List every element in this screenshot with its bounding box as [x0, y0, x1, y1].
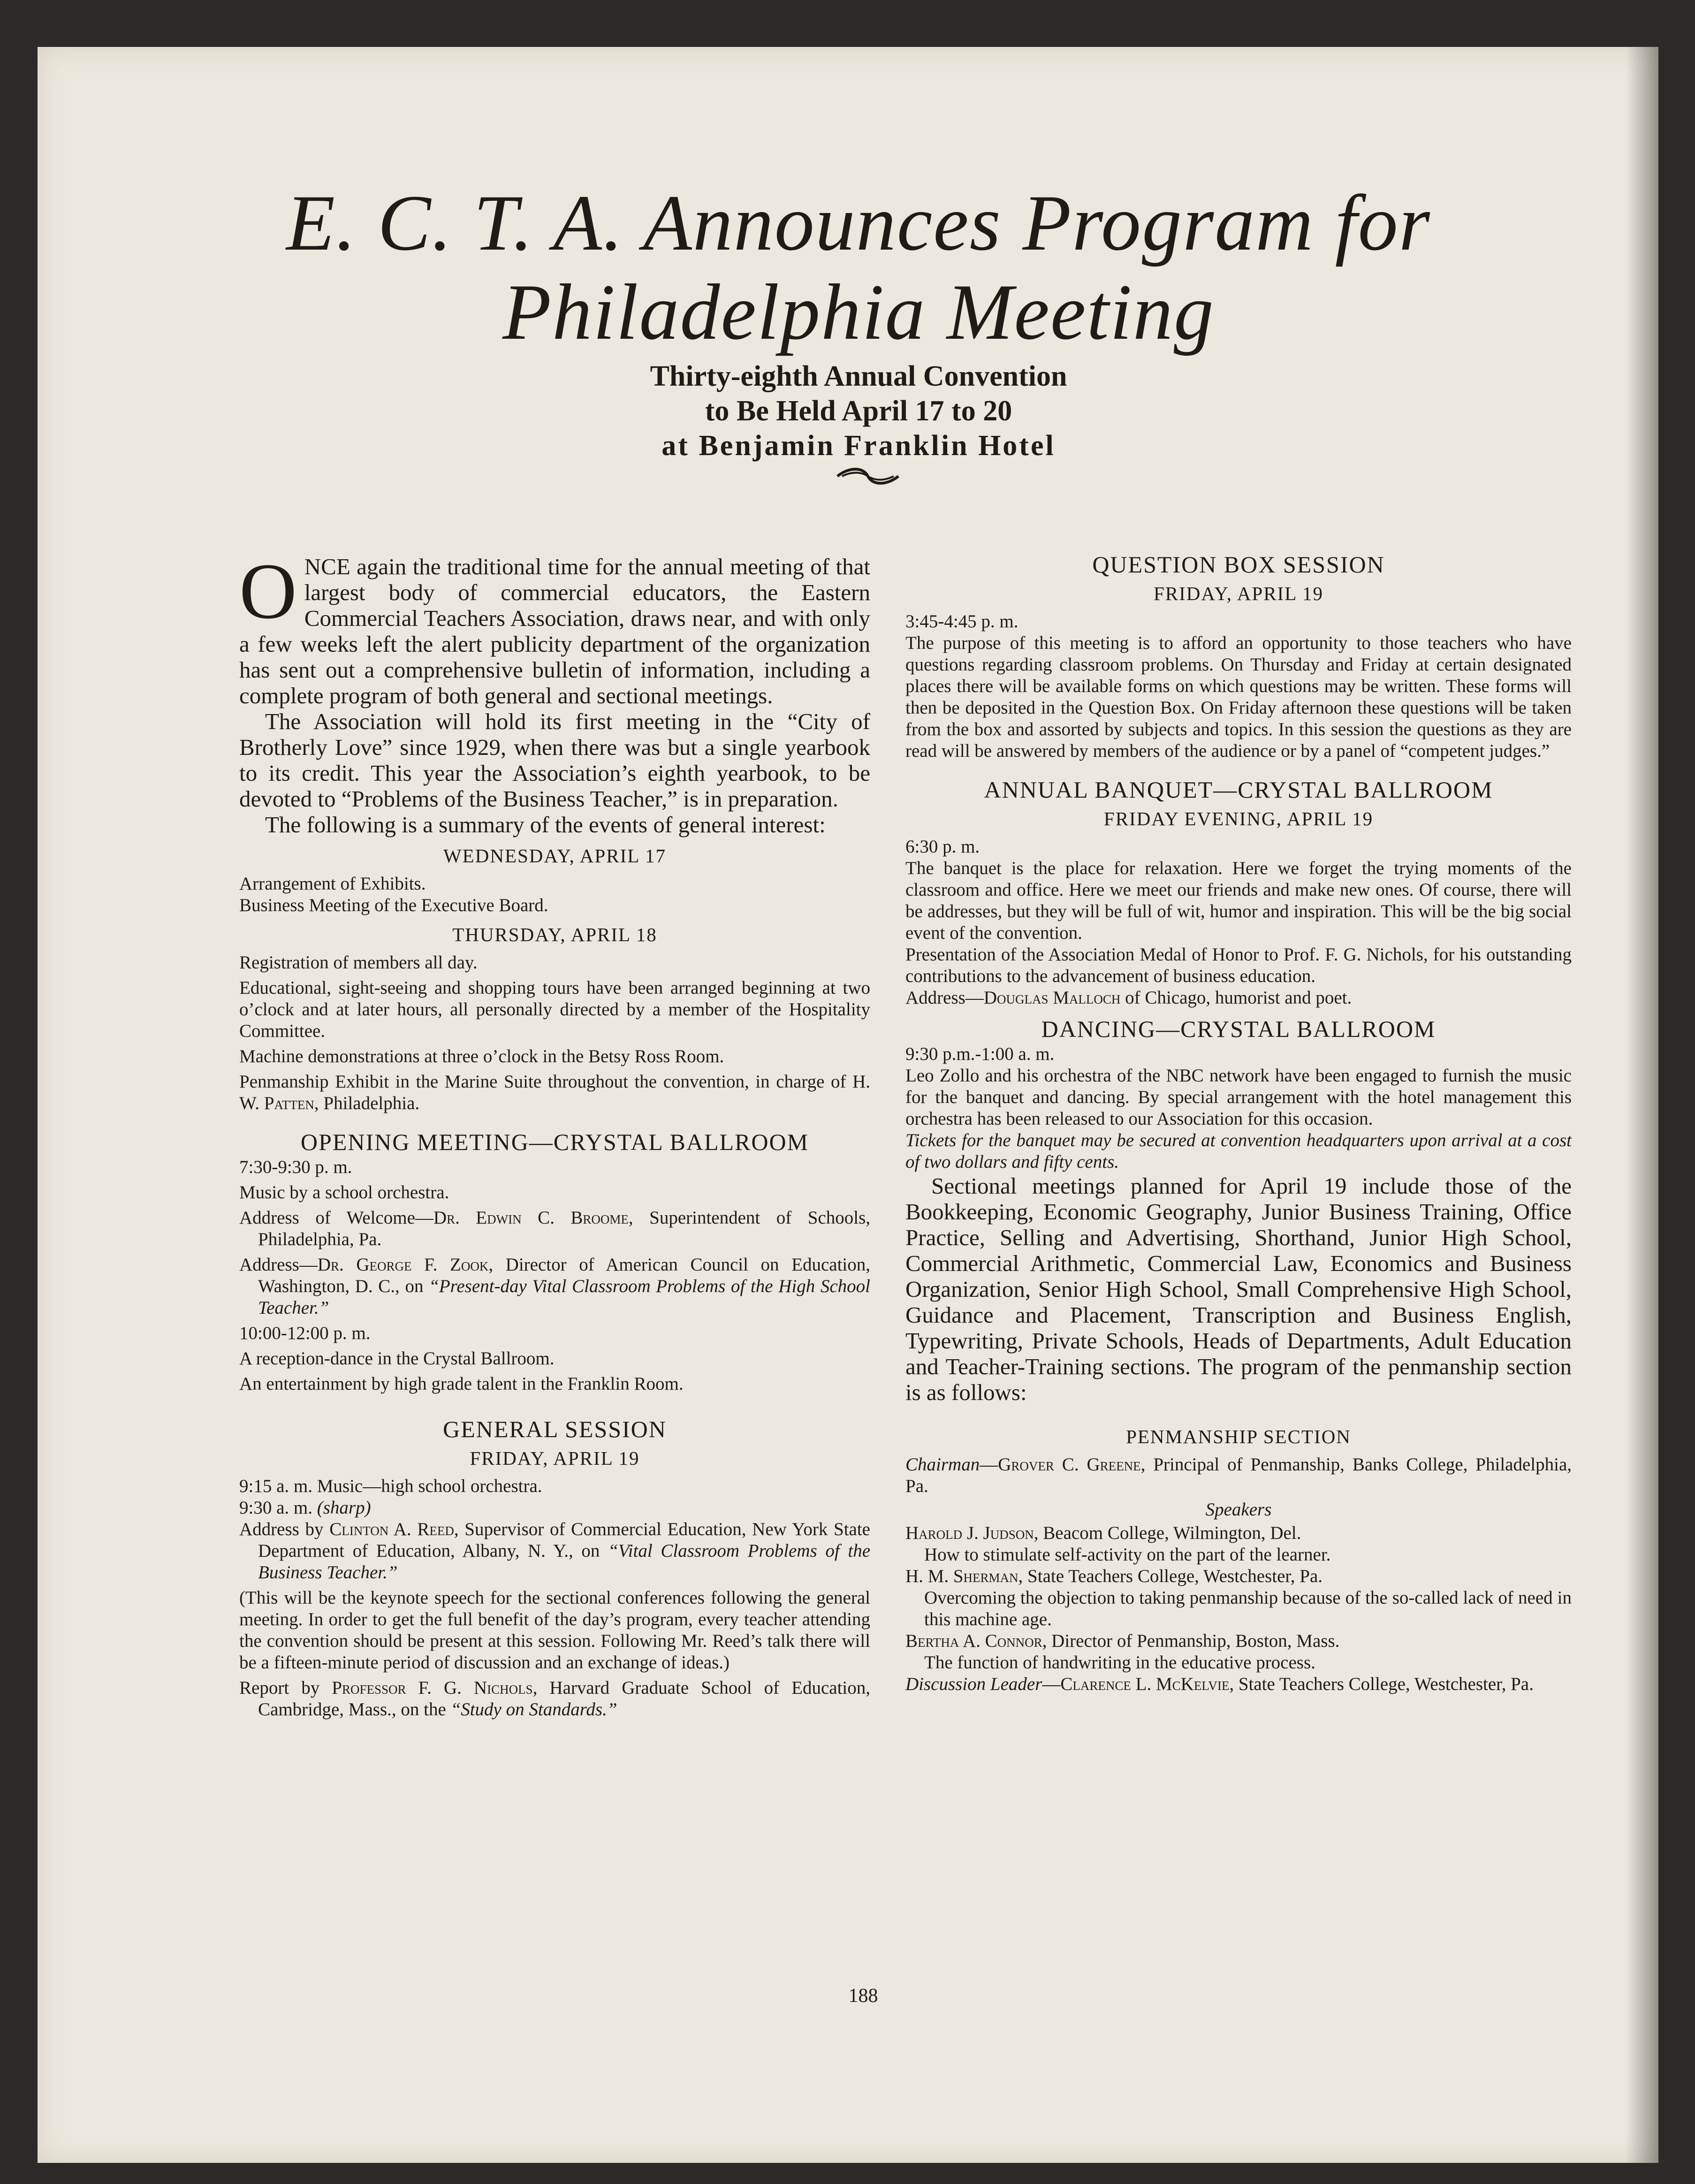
- subtitle-line-2: to Be Held April 17 to 20: [705, 395, 1012, 427]
- general-item-1: 9:15 a. m. Music—high school orchestra.: [239, 1476, 542, 1496]
- opening-meeting-heading: OPENING MEETING—CRYSTAL BALLROOM: [300, 1129, 809, 1155]
- opening-time-1: 7:30-9:30 p. m.: [239, 1157, 352, 1177]
- article-subtitle: [460, 359, 1257, 463]
- magazine-page: [38, 47, 1658, 2163]
- opening-item-reception: A reception-dance in the Crystal Ballroom.: [239, 1348, 555, 1369]
- general-item-address: Address by Clinton A. Reed, Supervisor of Commercial Education, New York State Department of Education, Albany, N. Y., on “Vital Classroom Problems of the Business Teacher.”: [239, 1519, 871, 1583]
- opening-item-music: Music by a school orchestra.: [239, 1182, 449, 1202]
- drop-cap: O: [239, 547, 297, 635]
- penmanship-chairman: Chairman—Grover C. Greene, Principal of Penmanship, Banks College, Philadelphia, Pa.: [905, 1454, 1572, 1496]
- thursday-item-4: Penmanship Exhibit in the Marine Suite throughout the convention, in charge of H. W. Patten, Philadelphia.: [239, 1072, 870, 1113]
- banquet-description: The banquet is the place for relaxation. Here we forget the trying moments of the classroom and office. Here we meet our friends and make new ones. Of course, there will be addresses, but they will be full of wit, humor and inspiration. This will be the big social event of the convention.: [905, 858, 1572, 943]
- title-line-2: Philadelphia Meeting: [502, 268, 1215, 356]
- general-session-heading: GENERAL SESSION: [443, 1416, 667, 1442]
- banquet-day: FRIDAY EVENING, APRIL 19: [1103, 808, 1374, 829]
- opening-item-welcome: Address of Welcome—Dr. Edwin C. Broome, Superintendent of Schools, Philadelphia, Pa.: [239, 1208, 870, 1249]
- general-item-note: (This will be the keynote speech for the sectional conferences following the general meeting. In order to get the full benefit of the day’s program, every teacher attending the convention should be present at this session. Following Mr. Reed’s talk there will be a fifteen-minute period of discussion and an exchange of ideas.): [239, 1588, 870, 1673]
- thursday-item-3: Machine demonstrations at three o’clock in the Betsy Ross Room.: [239, 1046, 724, 1066]
- opening-item-address: Address—Dr. George F. Zook, Director of American Council on Education, Washington, D. C., on “Present-day Vital Classroom Problems of the High School Teacher.”: [239, 1255, 870, 1318]
- general-item-2: 9:30 a. m. (sharp): [239, 1498, 371, 1518]
- general-session-day: FRIDAY, APRIL 19: [470, 1447, 640, 1469]
- banquet-time: 6:30 p. m.: [905, 837, 980, 857]
- dancing-time: 9:30 p.m.-1:00 a. m.: [905, 1044, 1055, 1064]
- dancing-heading: DANCING—CRYSTAL BALLROOM: [1041, 1016, 1436, 1042]
- banquet-address: Address—Douglas Malloch of Chicago, humorist and poet.: [905, 988, 1352, 1008]
- penmanship-heading: PENMANSHIP SECTION: [1126, 1426, 1351, 1447]
- thursday-item-1: Registration of members all day.: [239, 952, 478, 973]
- question-box-description: The purpose of this meeting is to afford an opportunity to those teachers who have questions regarding classroom problems. On Thursday and Friday at certain designated places there will be available forms on which questions may be written. These forms will then be deposited in the Question Box. On Friday afternoon these questions will be taken from the box and assorted by subjects and topics. In this session the questions as they are read will be answered by members of the audience or by a panel of “competent judges.”: [905, 633, 1572, 761]
- speaker-3: Bertha A. Connor, Director of Penmanship, Boston, Mass.: [905, 1631, 1340, 1651]
- banquet-medal: Presentation of the Association Medal of Honor to Prof. F. G. Nichols, for his outstanding contributions to the advancement of business education.: [905, 944, 1572, 986]
- dancing-tickets: Tickets for the banquet may be secured at convention headquarters upon arrival at a cost of two dollars and fifty cents.: [905, 1130, 1572, 1172]
- speaker-1-topic: How to stimulate self-activity on the part of the learner.: [924, 1545, 1331, 1565]
- opening-time-2: 10:00-12:00 p. m.: [239, 1323, 371, 1343]
- dancing-description: Leo Zollo and his orchestra of the NBC network have been engaged to furnish the music for the banquet and dancing. By special arrangement with the hotel management this orchestra has been released to our Association for this occasion.: [905, 1065, 1572, 1129]
- question-box-heading: QUESTION BOX SESSION: [1092, 551, 1385, 578]
- page-edge-shadow: [1626, 47, 1658, 2163]
- speaker-2: H. M. Sherman, State Teachers College, Westchester, Pa.: [905, 1566, 1323, 1586]
- opening-item-entertainment: An entertainment by high grade talent in the Franklin Room.: [239, 1374, 684, 1394]
- wednesday-heading: WEDNESDAY, APRIL 17: [443, 845, 666, 867]
- thursday-heading: THURSDAY, APRIL 18: [452, 924, 657, 945]
- speaker-2-topic: Overcoming the objection to taking penmanship because of the so-called lack of need in this machine age.: [924, 1588, 1572, 1629]
- subtitle-line-3: at Benjamin Franklin Hotel: [661, 430, 1056, 462]
- question-box-time: 3:45-4:45 p. m.: [905, 611, 1019, 632]
- thursday-item-2: Educational, sight-seeing and shopping tours have been arranged beginning at two o’clock and at later hours, all personally directed by a member of the Hospitality Committee.: [239, 978, 870, 1041]
- subtitle-line-1: Thirty-eighth Annual Convention: [650, 360, 1067, 392]
- general-item-report: Report by Professor F. G. Nichols, Harvard Graduate School of Education, Cambridge, Mass., on the “Study on Standards.”: [239, 1678, 870, 1720]
- speakers-label: Speakers: [1205, 1499, 1272, 1520]
- question-box-day: FRIDAY, APRIL 19: [1153, 583, 1323, 604]
- intro-paragraph: ONCE again the traditional time for the annual meeting of that largest body of commercial educators, the Eastern Commercial Teachers Association, draws near, and with only a few weeks left the alert publicity department of the organization has sent out a comprehensive bulletin of information, including a complete program of both general and sectional meetings.: [239, 547, 870, 708]
- speaker-1: Harold J. Judson, Beacom College, Wilmington, Del.: [905, 1523, 1301, 1543]
- sectional-meetings-paragraph: Sectional meetings planned for April 19 include those of the Bookkeeping, Economic Geography, Junior Business Training, Office Practice, Selling and Advertising, Shorthand, Junior High School, Commercial Arithmetic, Commercial Law, Economics and Business Organization, Senior High School, Small Comprehensive High School, Guidance and Placement, Transcription and Business English, Typewriting, Private Schools, Heads of Departments, Adult Education and Teacher-Training sections. The program of the penmanship section is as follows:: [905, 1173, 1572, 1405]
- discussion-leader: Discussion Leader—Clarence L. McKelvie, State Teachers College, Westchester, Pa.: [905, 1674, 1534, 1694]
- page-number: 188: [848, 1985, 878, 2007]
- banquet-heading: ANNUAL BANQUET—CRYSTAL BALLROOM: [984, 776, 1493, 803]
- ornament-divider-icon: [835, 464, 901, 488]
- right-column: [905, 551, 1572, 1699]
- left-column: [239, 547, 871, 1724]
- title-line-1: E. C. T. A. Announces Program for: [286, 179, 1431, 267]
- speaker-3-topic: The function of handwriting in the educative process.: [924, 1652, 1315, 1673]
- article-title: [178, 178, 1539, 357]
- wednesday-item-1: Arrangement of Exhibits.: [239, 874, 426, 894]
- wednesday-item-2: Business Meeting of the Executive Board.: [239, 895, 548, 915]
- paragraph-2: The Association will hold its first meeting in the “City of Brotherly Love” since 1929, when there was but a single yearbook to its credit. This year the Association’s eighth yearbook, to be devoted to “Problems of the Business Teacher,” is in preparation.: [239, 708, 870, 812]
- paragraph-3: The following is a summary of the events of general interest:: [265, 812, 826, 837]
